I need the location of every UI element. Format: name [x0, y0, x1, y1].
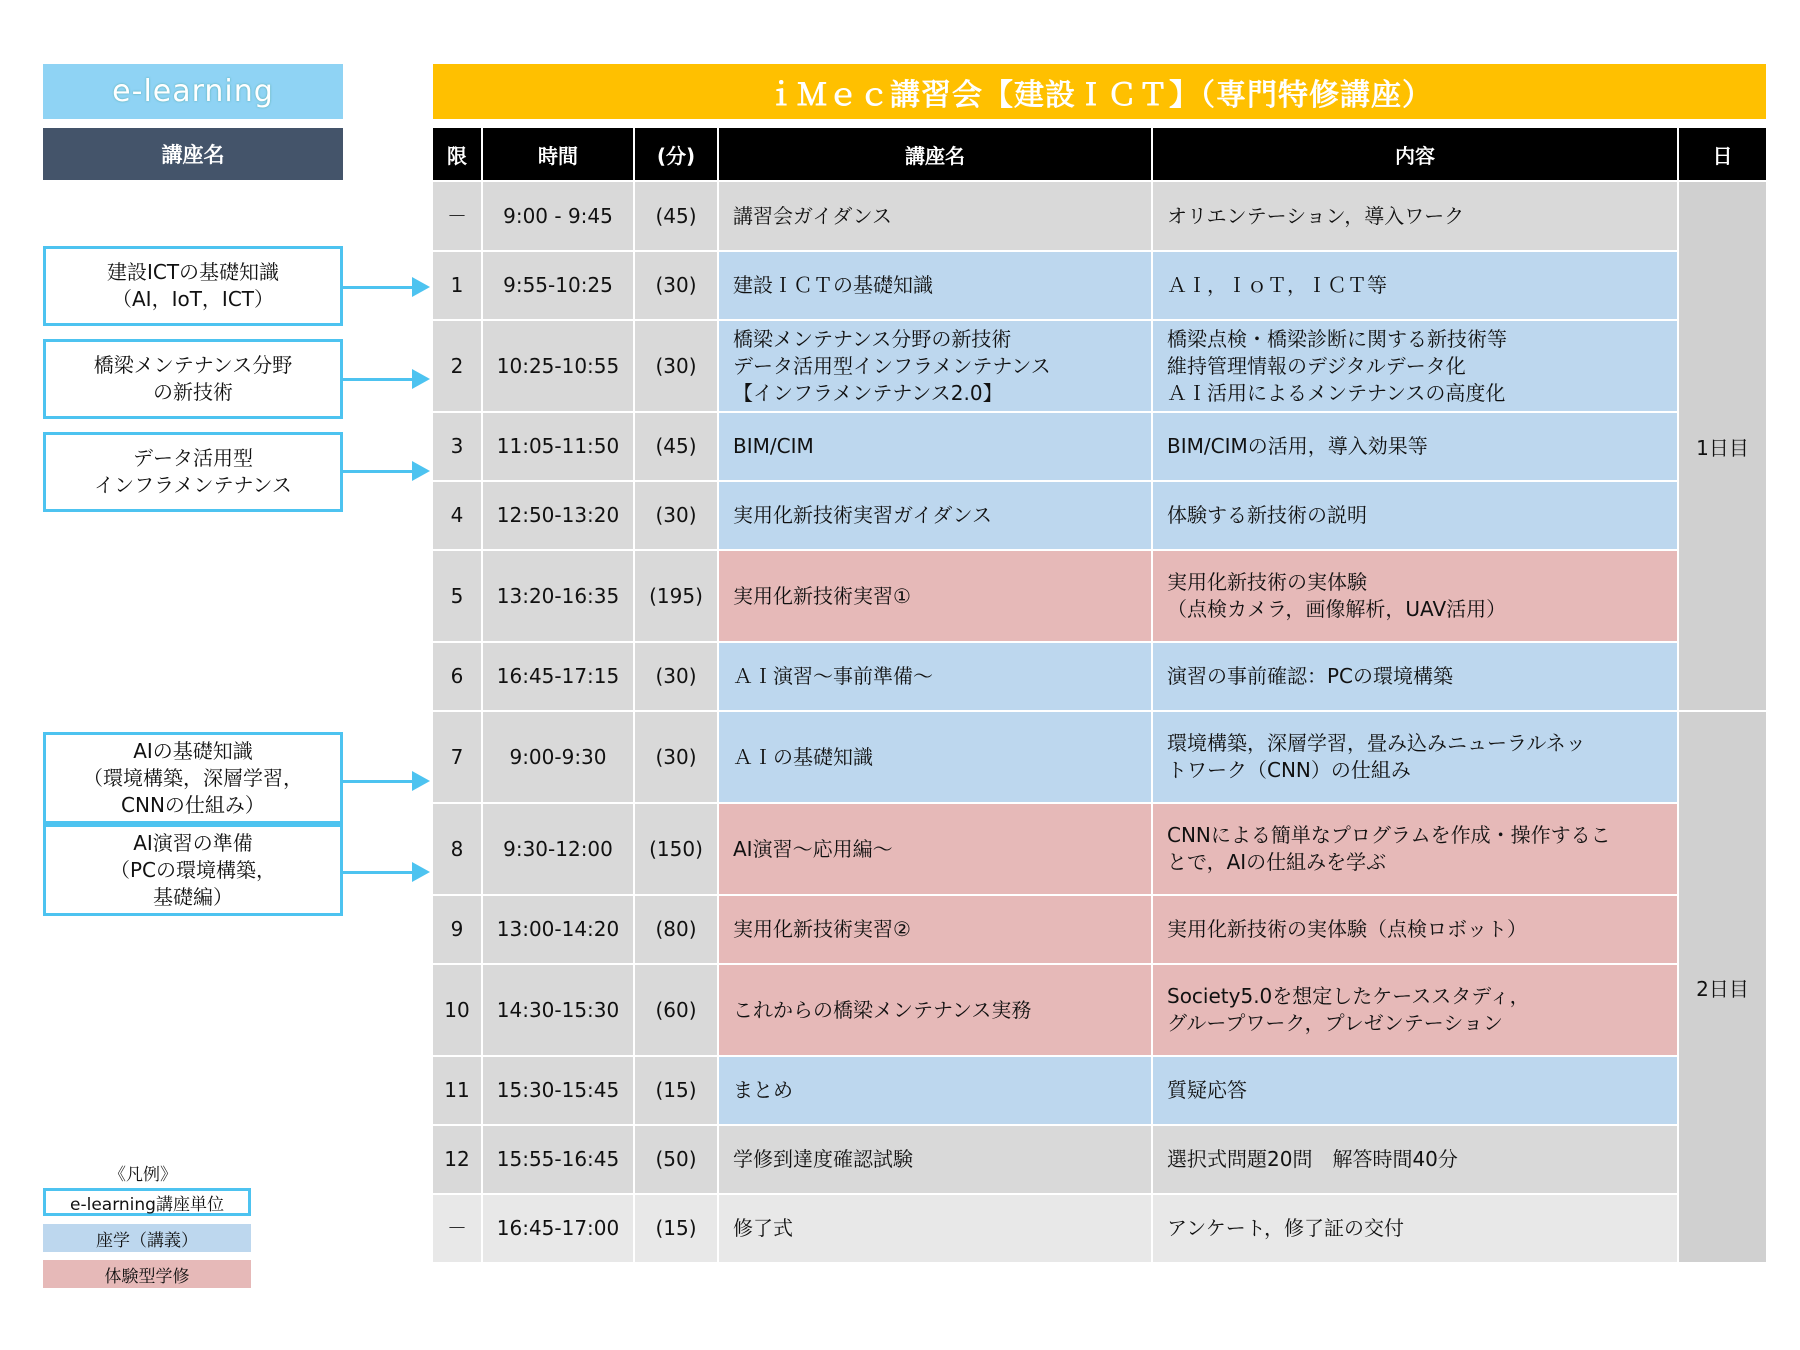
legend-lecture: 座学（講義） [43, 1224, 251, 1252]
minutes-cell: (15) [635, 1195, 719, 1264]
arrow-line [343, 470, 413, 473]
minutes-cell: (15) [635, 1057, 719, 1126]
time-cell: 16:45-17:15 [483, 643, 635, 712]
time-cell: 10:25-10:55 [483, 321, 635, 413]
period-cell: 2 [433, 321, 483, 413]
arrow-line [343, 780, 413, 783]
course-name-cell: 実用化新技術実習① [719, 551, 1153, 643]
course-name-cell: 修了式 [719, 1195, 1153, 1264]
header-day: 日 [1712, 143, 1733, 168]
content-cell: アンケート，修了証の交付 [1153, 1195, 1679, 1264]
period-cell: 5 [433, 551, 483, 643]
minutes-cell: (30) [635, 482, 719, 551]
minutes-cell: (80) [635, 896, 719, 965]
minutes-cell: (30) [635, 321, 719, 413]
table-header [433, 128, 1766, 180]
time-cell: 12:50-13:20 [483, 482, 635, 551]
minutes-cell: (30) [635, 252, 719, 321]
minutes-cell: (195) [635, 551, 719, 643]
time-cell: 9:00-9:30 [483, 712, 635, 804]
content-cell: CNNによる簡単なプログラムを作成・操作するこ とで，AIの仕組みを学ぶ [1153, 804, 1679, 896]
minutes-cell: (150) [635, 804, 719, 896]
period-cell: 10 [433, 965, 483, 1057]
legend-experience: 体験型学修 [43, 1260, 251, 1288]
course-name-cell: 講習会ガイダンス [719, 182, 1153, 252]
course-name-cell: 橋梁メンテナンス分野の新技術 データ活用型インフラメンテナンス 【インフラメンテナンス2.0】 [719, 321, 1153, 413]
content-cell: 演習の事前確認：PCの環境構築 [1153, 643, 1679, 712]
minutes-cell: (30) [635, 712, 719, 804]
elearning-box: データ活用型 インフラメンテナンス [43, 432, 343, 512]
header-course-name: 講座名 [719, 128, 1153, 180]
elearning-box: 橋梁メンテナンス分野 の新技術 [43, 339, 343, 419]
header-content: 内容 [1153, 128, 1679, 180]
time-cell: 15:55-16:45 [483, 1126, 635, 1195]
course-name-cell: まとめ [719, 1057, 1153, 1126]
legend-title: 《凡例》 [109, 1165, 177, 1185]
time-cell: 16:45-17:00 [483, 1195, 635, 1264]
content-cell: ＡＩ，ＩｏＴ，ＩＣＴ等 [1153, 252, 1679, 321]
course-name-cell: BIM/CIM [719, 413, 1153, 482]
elearning-box: AIの基礎知識 （環境構築，深層学習， CNNの仕組み） [43, 732, 343, 824]
content-cell: オリエンテーション，導入ワーク [1153, 182, 1679, 252]
arrow-head-icon [412, 771, 430, 791]
time-cell: 9:30-12:00 [483, 804, 635, 896]
time-cell: 9:55-10:25 [483, 252, 635, 321]
arrow-line [343, 871, 413, 874]
time-cell: 11:05-11:50 [483, 413, 635, 482]
period-cell: 9 [433, 896, 483, 965]
period-cell: 4 [433, 482, 483, 551]
header-time: 時間 [483, 128, 635, 180]
header-period: 限 [433, 128, 483, 180]
content-cell: 質疑応答 [1153, 1057, 1679, 1126]
content-cell: 橋梁点検・橋梁診断に関する新技術等 維持管理情報のデジタルデータ化 ＡＩ活用によるメンテナンスの高度化 [1153, 321, 1679, 413]
day-cell: 2日目 [1679, 712, 1766, 1264]
minutes-cell: (30) [635, 643, 719, 712]
course-name-cell: 実用化新技術実習② [719, 896, 1153, 965]
elearning-header: e-learning [43, 64, 343, 119]
period-cell: 12 [433, 1126, 483, 1195]
minutes-cell: (45) [635, 182, 719, 252]
arrow-line [343, 286, 413, 289]
time-cell: 9:00 - 9:45 [483, 182, 635, 252]
day-cell: 1日目 [1679, 182, 1766, 712]
course-name-cell: 実用化新技術実習ガイダンス [719, 482, 1153, 551]
content-cell: 環境構築，深層学習，畳み込みニューラルネッ トワーク（CNN）の仕組み [1153, 712, 1679, 804]
content-cell: Society5.0を想定したケーススタディ， グループワーク，プレゼンテーション [1153, 965, 1679, 1057]
content-cell: 選択式問題20問 解答時間40分 [1153, 1126, 1679, 1195]
course-name-cell: ＡＩ演習～事前準備～ [719, 643, 1153, 712]
elearning-box: 建設ICTの基礎知識 （AI，IoT，ICT） [43, 246, 343, 326]
minutes-cell: (50) [635, 1126, 719, 1195]
arrow-head-icon [412, 369, 430, 389]
content-cell: 実用化新技術の実体験 （点検カメラ，画像解析，UAV活用） [1153, 551, 1679, 643]
course-name-cell: AI演習～応用編～ [719, 804, 1153, 896]
content-cell: 体験する新技術の説明 [1153, 482, 1679, 551]
course-name-cell: 建設ＩＣＴの基礎知識 [719, 252, 1153, 321]
arrow-head-icon [412, 277, 430, 297]
course-name-header-left: 講座名 [43, 128, 343, 180]
period-cell: 3 [433, 413, 483, 482]
period-cell: 1 [433, 252, 483, 321]
main-title: ｉＭｅｃ講習会【建設ＩＣＴ】（専門特修講座） [433, 64, 1766, 119]
course-name-cell: ＡＩの基礎知識 [719, 712, 1153, 804]
arrow-head-icon [412, 461, 430, 481]
period-cell: 8 [433, 804, 483, 896]
time-cell: 15:30-15:45 [483, 1057, 635, 1126]
minutes-cell: (60) [635, 965, 719, 1057]
content-cell: BIM/CIMの活用，導入効果等 [1153, 413, 1679, 482]
content-cell: 実用化新技術の実体験（点検ロボット） [1153, 896, 1679, 965]
period-cell: － [433, 1195, 483, 1264]
legend-elearning-unit: e-learning講座単位 [43, 1188, 251, 1216]
period-cell: － [433, 182, 483, 252]
header-minutes: (分) [635, 128, 719, 180]
course-name-cell: 学修到達度確認試験 [719, 1126, 1153, 1195]
period-cell: 6 [433, 643, 483, 712]
elearning-box: AI演習の準備 （PCの環境構築， 基礎編） [43, 824, 343, 916]
arrow-line [343, 378, 413, 381]
time-cell: 13:00-14:20 [483, 896, 635, 965]
period-cell: 11 [433, 1057, 483, 1126]
period-cell: 7 [433, 712, 483, 804]
course-name-cell: これからの橋梁メンテナンス実務 [719, 965, 1153, 1057]
time-cell: 13:20-16:35 [483, 551, 635, 643]
minutes-cell: (45) [635, 413, 719, 482]
arrow-head-icon [412, 862, 430, 882]
time-cell: 14:30-15:30 [483, 965, 635, 1057]
